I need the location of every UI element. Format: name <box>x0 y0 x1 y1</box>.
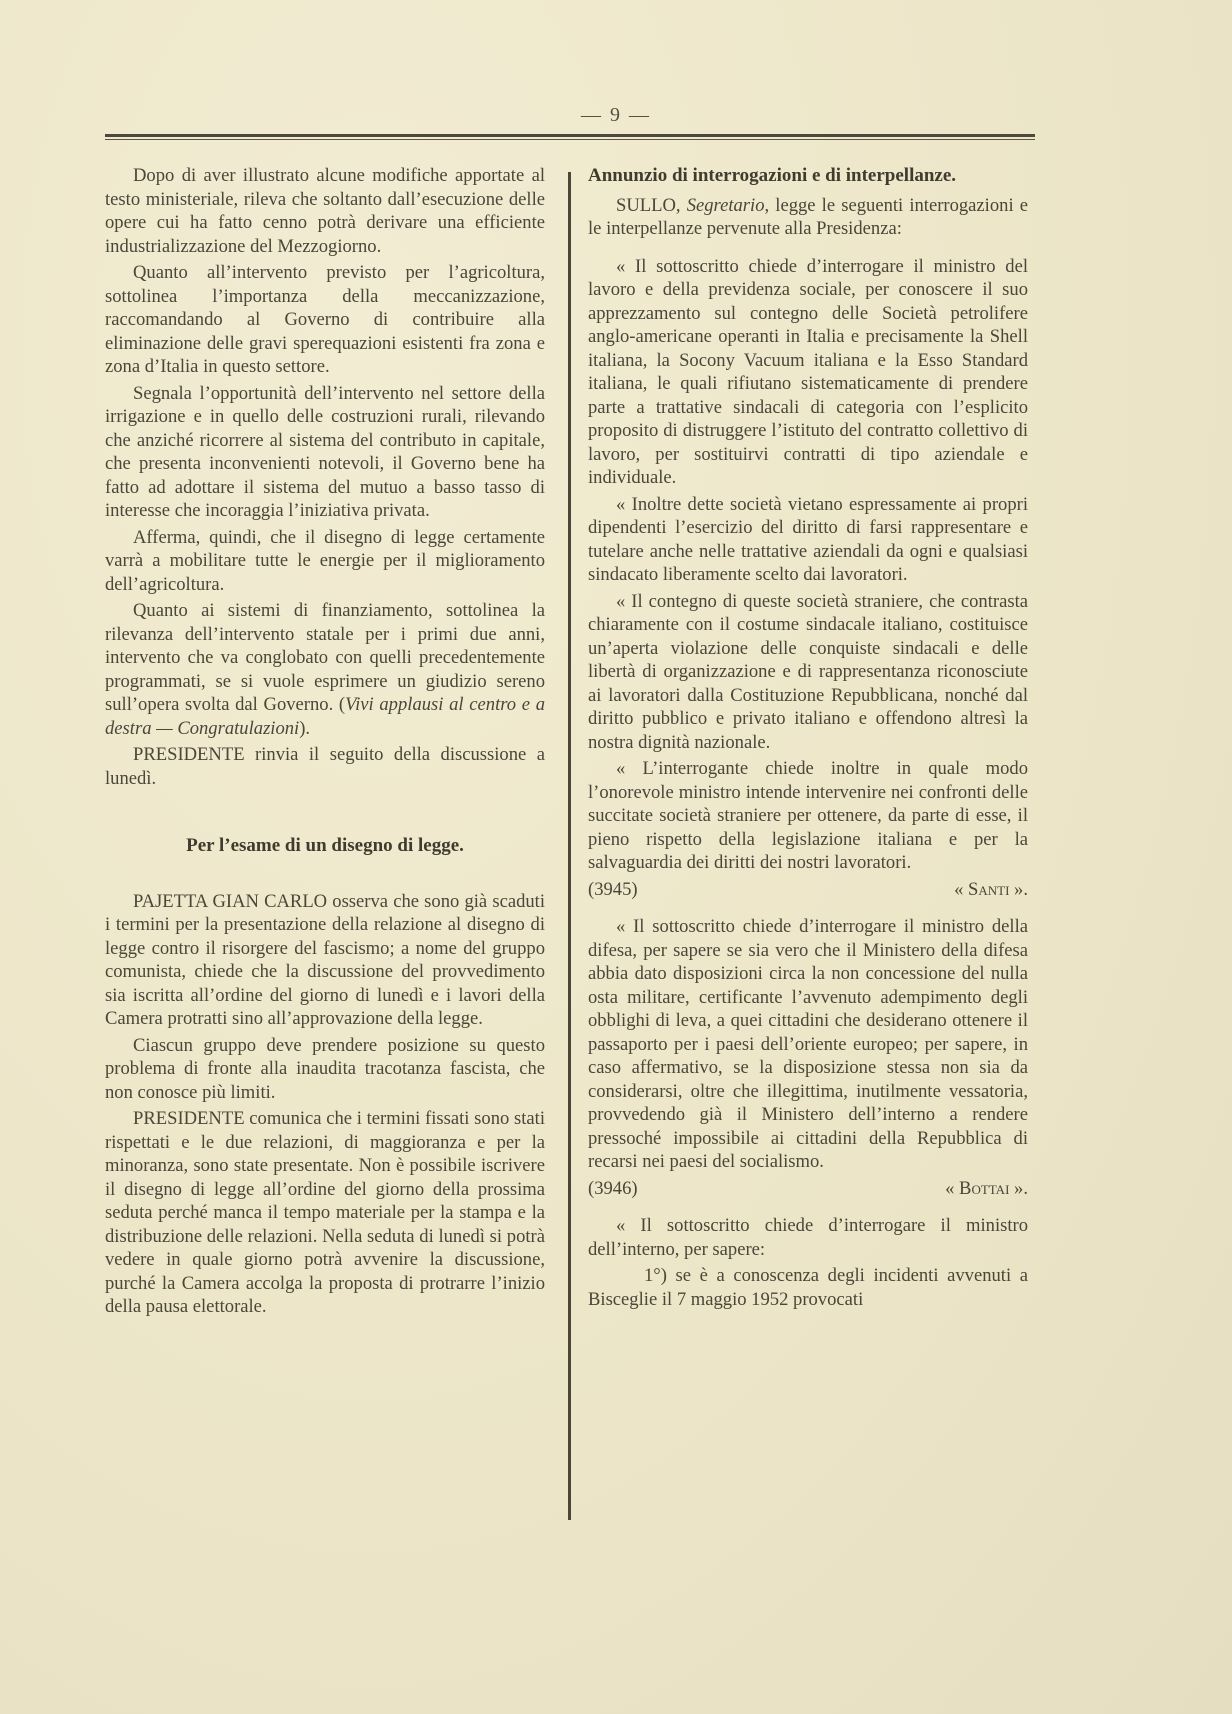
page-number: — 9 — <box>581 104 651 126</box>
interrogation-number: (3946) <box>588 1177 638 1199</box>
signature-row <box>588 1177 1028 1201</box>
paragraph: Segnala l’opportunità dell’intervento nel settore della irrigazione e in quello delle costruzioni rurali, rilevando che anziché ricorrere al sistema del contributo in capitale, che presenta inconvenienti notevoli, il Governo bene ha fatto ad adottare il sistema del mutuo a basso tasso di interesse che incoraggia l’iniziativa privata. <box>105 382 545 521</box>
speaker-role: Segretario <box>686 194 765 216</box>
interrogation-paragraph: « Il contegno di queste società straniere, che contrasta chiaramente con il costume sindacale italiano, costituisce un’aperta violazione delle conquiste sindacali e delle libertà di organizzazione e di rappresentanza riconosciute ai lavoratori dalla Costituzione Repubblicana, nonché dal diritto pubblico e privato italiano e offendono altresì la nostra dignità nazionale. <box>588 590 1028 753</box>
paragraph: Afferma, quindi, che il disegno di legge certamente varrà a mobilitare tutte le energie per il miglioramento dell’agricoltura. <box>105 526 545 595</box>
interrogation-paragraph: « Il sottoscritto chiede d’interrogare il ministro del lavoro e della previdenza sociale, per conoscere il suo apprezzamento sul contegno delle Società petrolifere anglo-americane operanti in Italia e precisamente la Shell italiana, la Socony Vacuum italiana e la Esso Standard italiana, le quali rifiutano sistematicamente di prendere parte a trattative sindacali di categoria con l’esplicito proposito di distruggere l’istituto del contratto collettivo di lavoro, per sostituirvi contratti di tipo aziendale e individuale. <box>588 255 1028 488</box>
paragraph: PRESIDENTE rinvia il seguito della discussione a lunedì. <box>105 744 545 789</box>
interrogation-paragraph: « L’interrogante chiede inoltre in quale modo l’onorevole ministro intende intervenire nei confronti delle succitate società straniere per ottenere, da parte di esse, il pieno rispetto della legislazione italiana e per la salvaguardia dei diritti dei nostri lavoratori. <box>588 758 1028 873</box>
signature: « Bottai ». <box>945 1177 1028 1199</box>
paragraph-text: Quanto ai sistemi di finanziamento, sottolinea la rilevanza dell’intervento statale per i primi due anni, intervento che va conglobato con quelli precedentemente programmati, se si vuole esprimere un giudizio sereno sull’opera svolta dal Governo. <box>105 600 545 715</box>
paragraph: Quanto all’intervento previsto per l’agricoltura, sottolinea l’importanza della meccanizzazione, raccomandando al Governo di contribuire alla eliminazione delle gravi sperequazioni esistenti fra zona e zona d’Italia in questo settore. <box>105 262 545 377</box>
section-heading: Annunzio di interrogazioni e di interpellanze. <box>588 165 957 186</box>
intro-text: , legge le seguenti interrogazioni e le interpellanze pervenute alla Presidenza: <box>588 194 1028 239</box>
paragraph: Ciascun gruppo deve prendere posizione su questo problema di fronte alla inaudita tracotanza fascista, che non conosce più limiti. <box>105 1034 545 1103</box>
interrogation-paragraph: « Il sottoscritto chiede d’interrogare il ministro della difesa, per sapere se sia vero che il Ministero della difesa abbia dato disposizioni circa la non concessione del nulla osta militare, certificante l’avvenuto adempimento degli obblighi di leva, a quei cittadini che desiderano ottenere il passaporto per i paesi dell’oriente europeo; per sapere, in caso affermativo, se la disposizione stessa non sia da considerarsi, oltre che illegittima, inutilmente vessatoria, provvedendo già il Ministero dell’interno a rendere pressoché impossibile ai cittadini della Repubblica di recarsi nei paesi del socialismo. <box>588 916 1028 1172</box>
signature: « Santi ». <box>954 878 1028 900</box>
signature-row <box>588 878 1028 902</box>
interrogation-paragraph: « Inoltre dette società vietano espressamente ai propri dipendenti l’esercizio del diritto di farsi rappresentare e tutelare anche nelle trattative aziendali da ogni e qualsiasi sindacato liberamente scelto dai lavoratori. <box>588 493 1028 585</box>
paragraph: Dopo di aver illustrato alcune modifiche apportate al testo ministeriale, rileva che soltanto dall’esecuzione delle opere cui ha fatto cenno potrà derivare una efficiente industrializzazione del Mezzogiorno. <box>105 165 545 257</box>
paragraph: Quanto ai sistemi di finanziamento, sottolinea la rilevanza dell’intervento statale per i primi due anni, intervento che va conglobato con quelli precedentemente programmati, se si vuole esprimere un giudizio sereno sull’opera svolta dal Governo. (Vivi applausi al centro e a destra — Congratulazioni). <box>105 600 546 739</box>
right-column <box>588 164 1028 1314</box>
intro-paragraph <box>588 194 1028 241</box>
interrogation-paragraph: « Il sottoscritto chiede d’interrogare il ministro dell’interno, per sapere: <box>588 1215 1028 1260</box>
applause-note: Vivi applausi al centro e a destra — Congratulazioni <box>105 694 546 739</box>
paragraph: PAJETTA GIAN CARLO osserva che sono già scaduti i termini per la presentazione della relazione al disegno di legge contro il risorgere del fascismo; a nome del gruppo comunista, chiede che la discussione del provvedimento sia iscritta all’ordine del giorno di lunedì e i lavori della Camera protratti sino all’approvazione della legge. <box>105 890 545 1029</box>
column-divider <box>568 172 571 1520</box>
left-column <box>105 164 545 1322</box>
paragraph: PRESIDENTE comunica che i termini fissati sono stati rispettati e le due relazioni, di maggioranza e per la minoranza, sono state presentate. Non è possibile iscrivere il disegno di legge all’ordine del giorno della prossima seduta perché manca il tempo materiale per la stampa e la distribuzione delle relazioni. Nella seduta di lunedì si potrà vedere in quale giorno potrà avvenire la discussione, purché la Camera accolga la proposta di protrarre l’inizio della pausa elettorale. <box>105 1108 545 1317</box>
speaker-name: SULLO, <box>616 194 687 216</box>
section-heading: Per l’esame di un disegno di legge. <box>186 835 464 856</box>
interrogation-point: 1°) se è a conoscenza degli incidenti avvenuti a Bisceglie il 7 maggio 1952 provocati <box>588 1265 1028 1310</box>
interrogation-number: (3945) <box>588 878 638 900</box>
header-rule <box>105 134 1035 140</box>
